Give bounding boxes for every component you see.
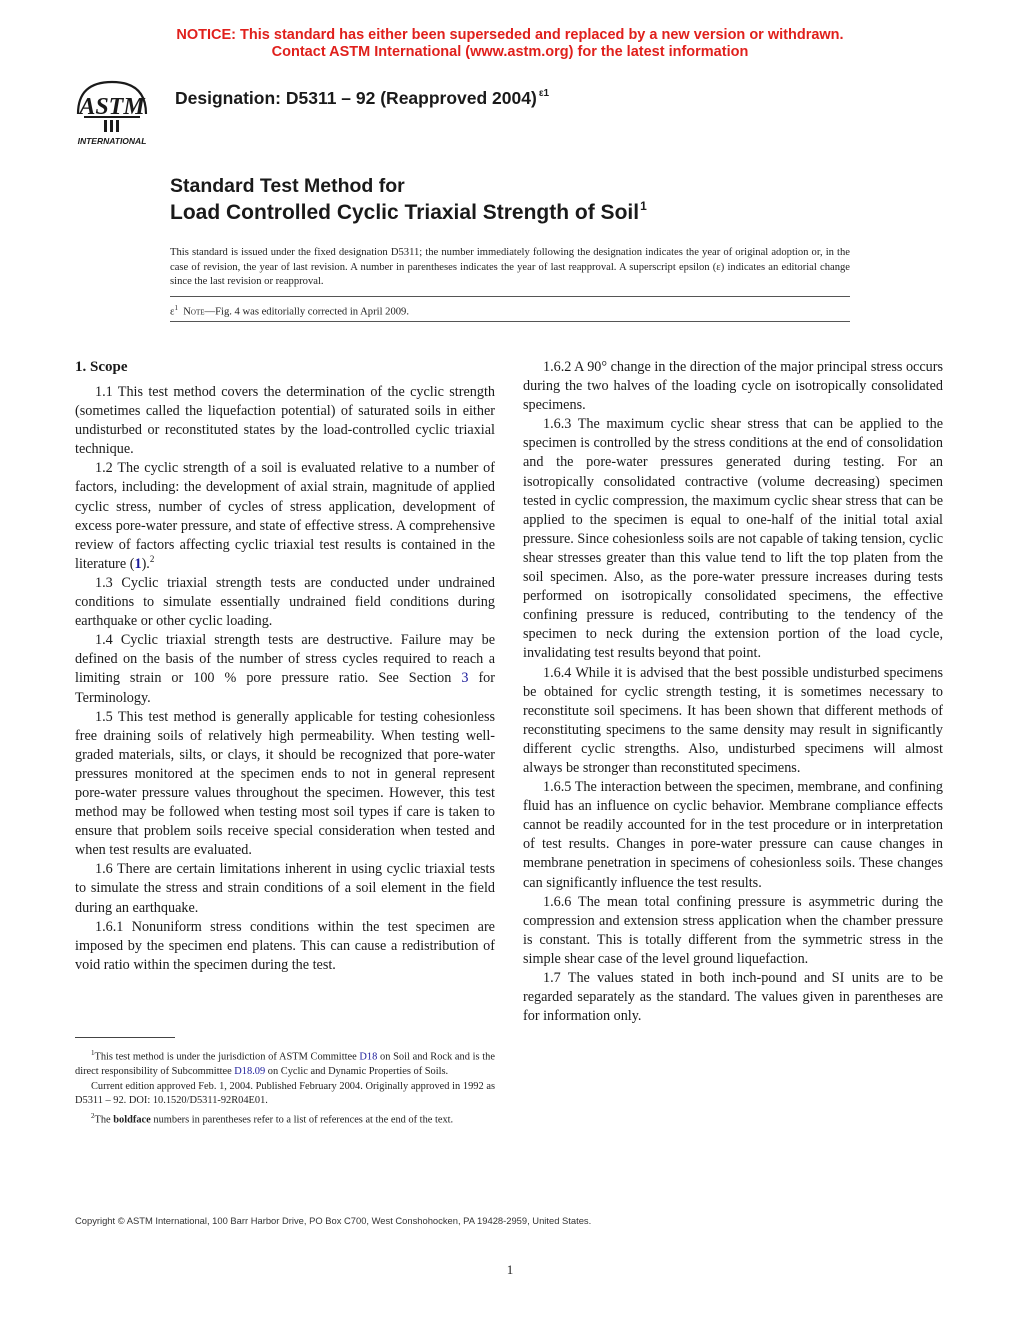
footnote-2-text-a: The xyxy=(94,1114,114,1126)
paragraph-1-1: 1.1 This test method covers the determination of the cyclic strength (sometimes called the liquefaction potential) of saturated soils in either undisturbed or reconstituted states by the load-controlled cyclic triaxial technique. xyxy=(75,384,495,458)
page-number: 1 xyxy=(506,1262,514,1277)
astm-logo-icon xyxy=(64,76,160,148)
copyright: Copyright © ASTM International, 100 Barr Harbor Drive, PO Box C700, West Conshohocken, PA 19428-2959, United States. xyxy=(75,1215,592,1226)
title-line-2 xyxy=(170,199,647,225)
footnote-divider xyxy=(75,1037,175,1038)
bottom-divider xyxy=(170,321,850,322)
designation xyxy=(175,88,549,109)
footnote-1-text-c: on Cyclic and Dynamic Properties of Soils. xyxy=(265,1066,449,1078)
logo-letters: ASTM xyxy=(79,94,145,120)
paragraph-1-6-5: 1.6.5 The interaction between the specimen, membrane, and confining fluid has an influence on cyclic behavior. Membrane compliance effects cannot be readily accounted for in the test procedure or in interpretation of test results. Changes in pore-water pressure can cause changes in membrane penetration in specimens of cohesionless soils. These changes can significantly influence the test results. xyxy=(523,779,943,891)
footnote-1-edition: Current edition approved Feb. 1, 2004. Published February 2004. Originally approved in 1992 as D5311 – 92. DOI: 10.1520/D5311-92R04E01. xyxy=(75,1080,495,1107)
title-line-1: Standard Test Method for xyxy=(170,175,405,197)
paragraph-1-2 xyxy=(75,459,495,574)
paragraph-1-4-text: 1.4 Cyclic triaxial strength tests are destructive. Failure may be defined on the basis of the number of stress cycles required to reach a limiting strain or 100 % pore pressure ratio. See Section xyxy=(75,632,495,687)
logo-caption: INTERNATIONAL xyxy=(77,136,147,146)
left-column xyxy=(75,358,495,975)
subcommittee-link-d18-09[interactable]: D18.09 xyxy=(234,1066,266,1078)
footnote-1-number: 1 xyxy=(91,1049,95,1057)
paragraph-1-3: 1.3 Cyclic triaxial strength tests are conducted under undrained conditions to simulate essentially undrained field conditions during earthquake or other cyclic loading. xyxy=(75,574,495,630)
paragraph-1-4 xyxy=(75,631,495,707)
paragraph-1-6-2: 1.6.2 A 90° change in the direction of the major principal stress occurs during the two halves of the loading cycle on isotropically consolidated specimens. xyxy=(523,359,943,414)
right-column xyxy=(523,358,943,1026)
epsilon-superscript: 1 xyxy=(174,304,178,312)
footnote-ref-2[interactable]: 2 xyxy=(149,553,155,564)
footnote-1 xyxy=(75,1046,495,1080)
section-link-3[interactable]: 3 xyxy=(461,670,469,687)
designation-superscript: ε1 xyxy=(538,88,550,99)
paragraph-1-6: 1.6 There are certain limitations inherent in using cyclic triaxial tests to simulate the stress and strain conditions of a soil element in the field during an earthquake. xyxy=(75,861,495,916)
footnote-1-text-b: on Soil and Rock and is the direct responsibility of Subcommittee xyxy=(75,1051,495,1078)
paragraph-1-7: 1.7 The values stated in both inch-pound and SI units are to be regarded separately as the standard. The values given in parentheses are for information only. xyxy=(523,970,943,1025)
committee-link-d18[interactable]: D18 xyxy=(359,1051,378,1063)
paragraph-1-2-text: 1.2 The cyclic strength of a soil is evaluated relative to a number of factors, including: the development of axial strain, magnitude of applied cyclic stress, number of cycles of stress application, development of excess pore-water pressure, and state of effective stress. A comprehensive review of factors affecting cyclic triaxial test results is contained in the literature ( xyxy=(75,460,495,572)
footnote-2-number: 2 xyxy=(91,1111,95,1120)
footnote-2-bold: boldface xyxy=(113,1114,151,1126)
note-text: —Fig. 4 was editorially corrected in April 2009. xyxy=(204,306,409,318)
paragraph-1-6-1: 1.6.1 Nonuniform stress conditions within the test specimen are imposed by the specimen end platens. This can cause a redistribution of void ratio within the specimen during the test. xyxy=(75,918,495,973)
editorial-note xyxy=(170,304,409,318)
footnote-2-text-b: numbers in parentheses refer to a list of references at the end of the text. xyxy=(150,1114,454,1126)
title-text: Load Controlled Cyclic Triaxial Strength of Soil xyxy=(170,201,640,224)
paragraph-1-6-4: 1.6.4 While it is advised that the best possible undisturbed specimens be obtained for cyclic strength testing, it is sometimes necessary to reconstitute soil specimens. It has been shown that different methods of reconstituting specimens to the same density may result in significantly different cyclic strengths. Also, undisturbed specimens will almost always be stronger than reconstituted specimens. xyxy=(523,664,943,776)
footnotes xyxy=(75,1046,495,1128)
footnote-1-text-a: This test method is under the jurisdiction of ASTM Committee xyxy=(94,1051,360,1063)
paragraph-1-6-3: 1.6.3 The maximum cyclic shear stress that can be applied to the specimen is controlled by the stress conditions at the end of consolidation and the pore-water pressures generated during testing. For an isotropically consolidated contractive (volume decreasing) specimen tested in cyclic compression, the maximum cyclic shear stress that can be applied to the specimen is equal to one-half of the initial total axial pressure. Since cohesionless soils are not capable of taking tension, cyclic shear stresses greater than this value tend to lift the top platen from the soil specimen. Also, as the pore-water pressure increases during tests performed on isotropically consolidated specimens, the effective confining pressure is reduced, contributing to the tendency of the specimen to neck during the extension portion of the load cycle, invalidating test results beyond that point. xyxy=(523,416,943,662)
notice-line-1: NOTICE: This standard has either been superseded and replaced by a new version or withdrawn. xyxy=(176,27,844,43)
reference-link-1[interactable]: 1 xyxy=(134,555,142,572)
title-footnote-ref[interactable]: 1 xyxy=(640,199,647,213)
top-divider xyxy=(170,296,850,297)
paragraph-1-5: 1.5 This test method is generally applicable for testing cohesionless free draining soils of relatively high permeability. When testing well-graded materials, silts, or clays, it should be recognized that pore-water pressures monitored at the specimen ends to not in general represent pore-water pressure values throughout the specimen. However, this test method may be followed when testing most soil types if care is taken to ensure that problem soils receive special consideration when tested and when test results are evaluated. xyxy=(75,708,495,859)
paragraph-1-2-end: ). xyxy=(141,555,150,572)
section-heading-scope: 1. Scope xyxy=(75,359,128,375)
note-label: Note xyxy=(183,306,205,318)
paragraph-1-6-6: 1.6.6 The mean total confining pressure is asymmetric during the compression and extension stress application when the chamber pressure is constant. This is totally different from the symmetric stress in the simple shear case of the level ground liquefaction. xyxy=(523,893,943,967)
notice-line-2: Contact ASTM International (www.astm.org) for the latest information xyxy=(271,44,749,60)
paragraph-1-4-end: for Terminology. xyxy=(75,670,495,706)
epsilon: ε xyxy=(170,306,175,318)
footnote-2 xyxy=(75,1109,495,1128)
intro-paragraph: This standard is issued under the fixed designation D5311; the number immediately following the designation indicates the year of original adoption or, in the case of revision, the year of last revision. A number in parentheses indicates the year of last reapproval. A superscript epsilon (ε) indicates an editorial change since the last revision or reapproval. xyxy=(170,247,850,288)
designation-text: Designation: D5311 – 92 (Reapproved 2004) xyxy=(175,88,537,108)
notice-banner xyxy=(0,27,1020,61)
